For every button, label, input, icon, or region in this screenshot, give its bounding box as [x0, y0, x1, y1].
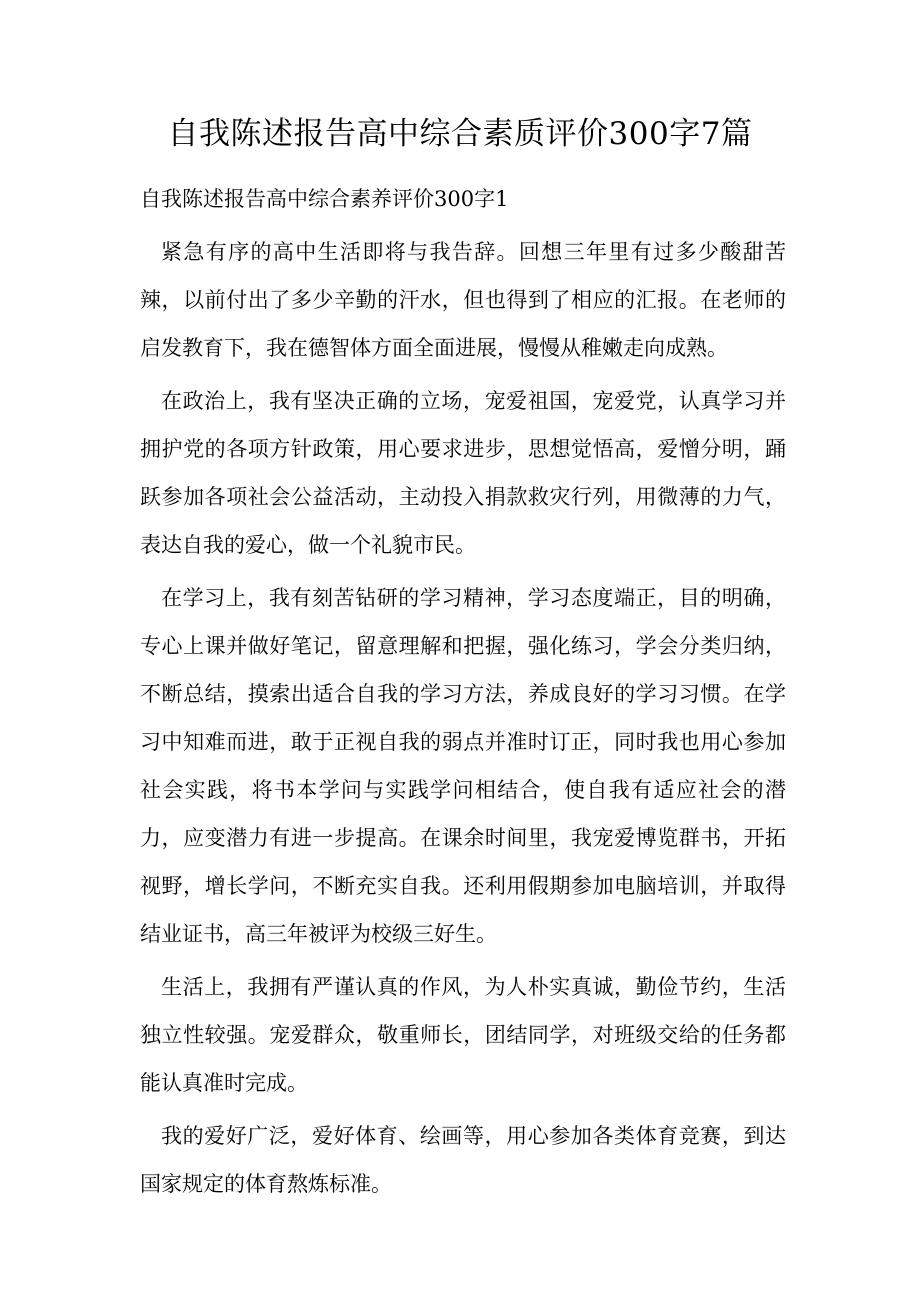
paragraph-politics: 在政治上，我有坚决正确的立场，宠爱祖国，宠爱党，认真学习并拥护党的各项方针政策，用心要求进步，思想觉悟高，爱憎分明，踊跃参加各项社会公益活动，主动投入捐款救灾行列，用微薄的力气，表达自我的爱心，做一个礼貌市民。	[140, 389, 786, 557]
paragraph-life: 生活上，我拥有严谨认真的作风，为人朴实真诚，勤俭节约，生活独立性较强。宠爱群众，敬重师长，团结同学，对班级交给的任务都能认真准时完成。	[140, 975, 786, 1095]
paragraph-intro: 紧急有序的高中生活即将与我告辞。回想三年里有过多少酸甜苦辣，以前付出了多少辛勤的汗水，但也得到了相应的汇报。在老师的启发教育下，我在德智体方面全面进展，慢慢从稚嫩走向成熟。	[140, 240, 786, 360]
section-heading: 自我陈述报告高中综合素养评价300字1	[140, 187, 509, 211]
document-body	[140, 228, 786, 1213]
paragraph-study: 在学习上，我有刻苦钻研的学习精神，学习态度端正，目的明确，专心上课并做好笔记，留意理解和把握，强化练习，学会分类归纳，不断总结，摸索出适合自我的学习方法，养成良好的学习习惯。在学习中知难而进，敢于正视自我的弱点并准时订正，同时我也用心参加社会实践，将书本学问与实践学问相结合，使自我有适应社会的潜力，应变潜力有进一步提高。在课余时间里，我宠爱博览群书，开拓视野，增长学问，不断充实自我。还利用假期参加电脑培训，并取得结业证书，高三年被评为校级三好生。	[140, 586, 786, 946]
document-title: 自我陈述报告高中综合素质评价300字7篇	[167, 116, 753, 152]
paragraph-hobbies: 我的爱好广泛，爱好体育、绘画等，用心参加各类体育竞赛，到达国家规定的体育熬炼标准。	[140, 1124, 786, 1196]
